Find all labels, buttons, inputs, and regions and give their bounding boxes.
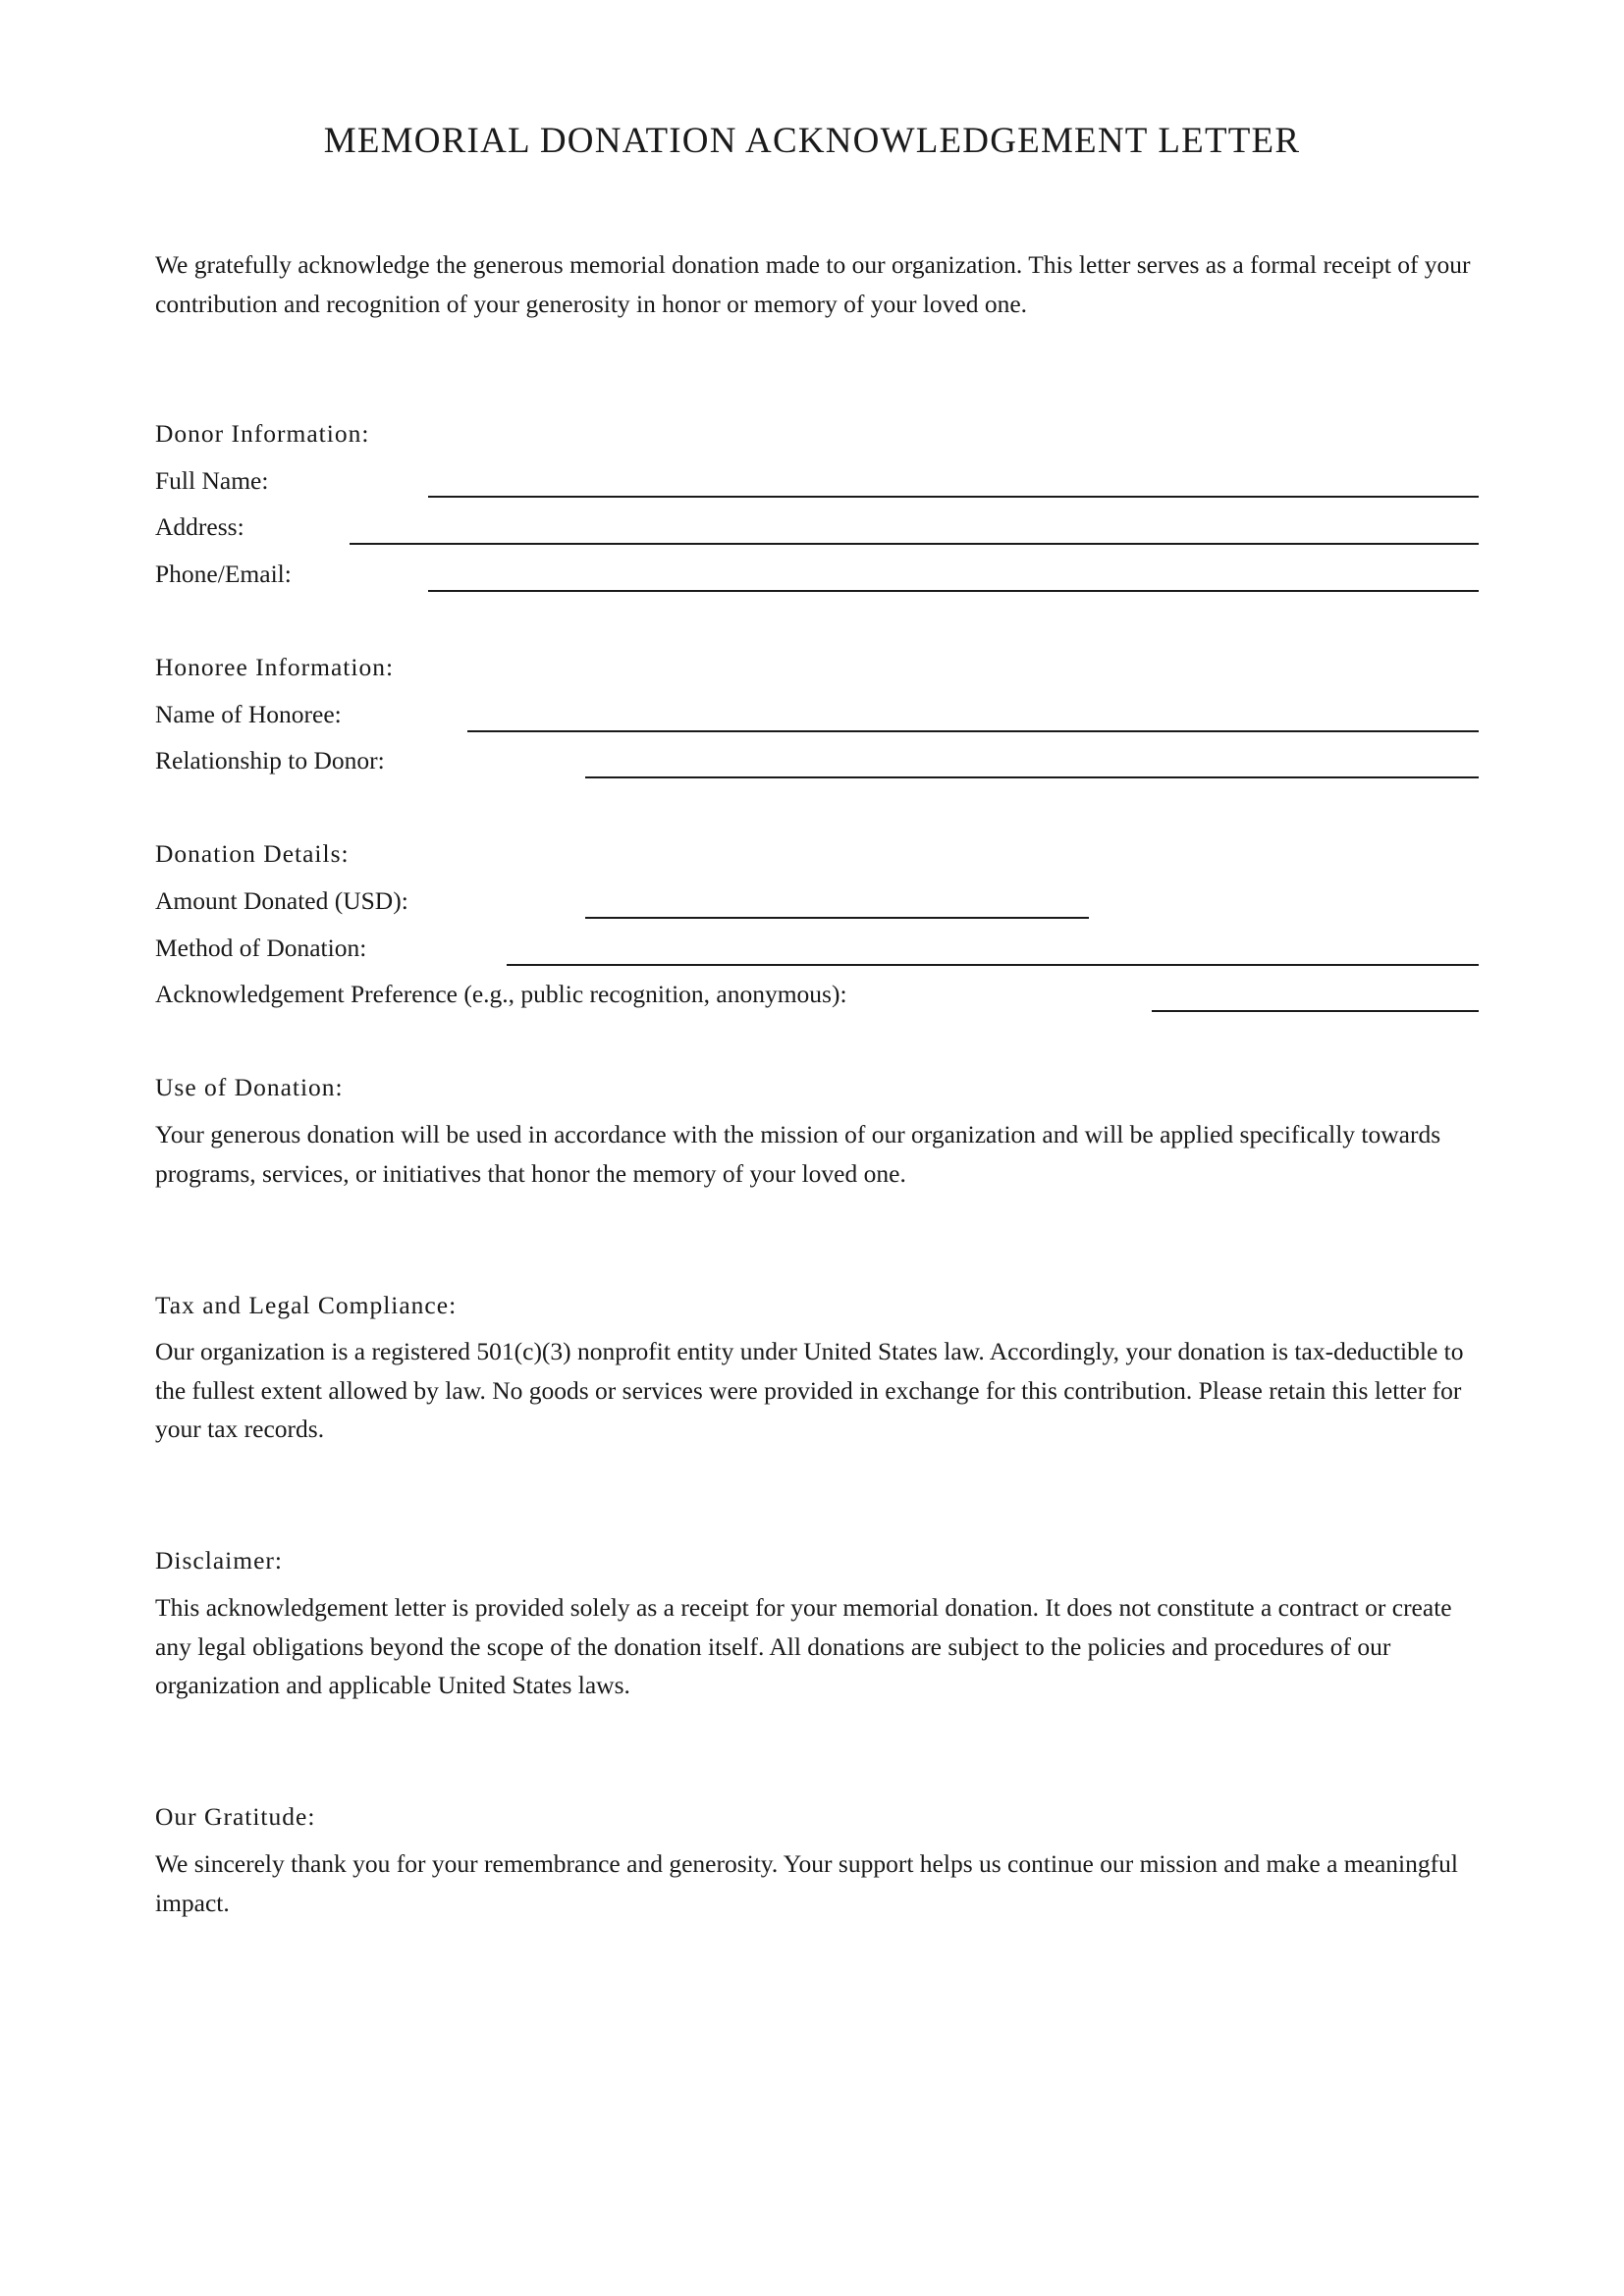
document-title: MEMORIAL DONATION ACKNOWLEDGEMENT LETTER — [323, 121, 1301, 161]
use-of-donation-heading: Use of Donation: — [155, 1073, 344, 1101]
method-field[interactable] — [507, 964, 1479, 966]
use-of-donation-text: Your generous donation will be used in accordance with the mission of our organization and will be applied specifically towards programs, services, or initiatives that honor the memory of your loved one. — [155, 1120, 1441, 1188]
address-field[interactable] — [350, 543, 1479, 545]
phone-email-field[interactable] — [428, 590, 1479, 592]
amount-field[interactable] — [585, 917, 1089, 919]
intro-paragraph: We gratefully acknowledge the generous memorial donation made to our organization. This letter serves as a formal receipt of your contribution and recognition of your generosity in honor or memory of your loved one. — [155, 250, 1471, 318]
preference-label: Acknowledgement Preference (e.g., public recognition, anonymous): — [155, 980, 847, 1008]
disclaimer-heading: Disclaimer: — [155, 1546, 283, 1575]
phone-email-label: Phone/Email: — [155, 560, 292, 588]
gratitude-text: We sincerely thank you for your remembrance and generosity. Your support helps us continue our mission and make a meaningful impact. — [155, 1849, 1458, 1917]
honoree-name-label: Name of Honoree: — [155, 700, 342, 728]
gratitude-heading: Our Gratitude: — [155, 1802, 316, 1831]
tax-compliance-heading: Tax and Legal Compliance: — [155, 1291, 458, 1319]
disclaimer-text: This acknowledgement letter is provided solely as a receipt for your memorial donation. It does not constitute a contract or create any legal obligations beyond the scope of the donation itself. All donations are subject to the policies and procedures of our organization and applicable United States laws. — [155, 1593, 1452, 1699]
tax-compliance-text: Our organization is a registered 501(c)(3) nonprofit entity under United States law. Accordingly, your donation is tax-deductible to the fullest extent allowed by law. No goods or services were provided in exchange for this contribution. Please retain this letter for your tax records. — [155, 1337, 1464, 1443]
donation-details-heading: Donation Details: — [155, 839, 350, 868]
donor-info-heading: Donor Information: — [155, 419, 370, 448]
full-name-field[interactable] — [428, 496, 1479, 498]
relationship-label: Relationship to Donor: — [155, 746, 385, 774]
preference-field[interactable] — [1152, 1010, 1479, 1012]
address-label: Address: — [155, 512, 244, 541]
amount-label: Amount Donated (USD): — [155, 886, 408, 915]
relationship-field[interactable] — [585, 776, 1479, 778]
method-label: Method of Donation: — [155, 934, 367, 962]
honoree-name-field[interactable] — [467, 730, 1479, 732]
honoree-info-heading: Honoree Information: — [155, 653, 395, 681]
full-name-label: Full Name: — [155, 466, 269, 495]
